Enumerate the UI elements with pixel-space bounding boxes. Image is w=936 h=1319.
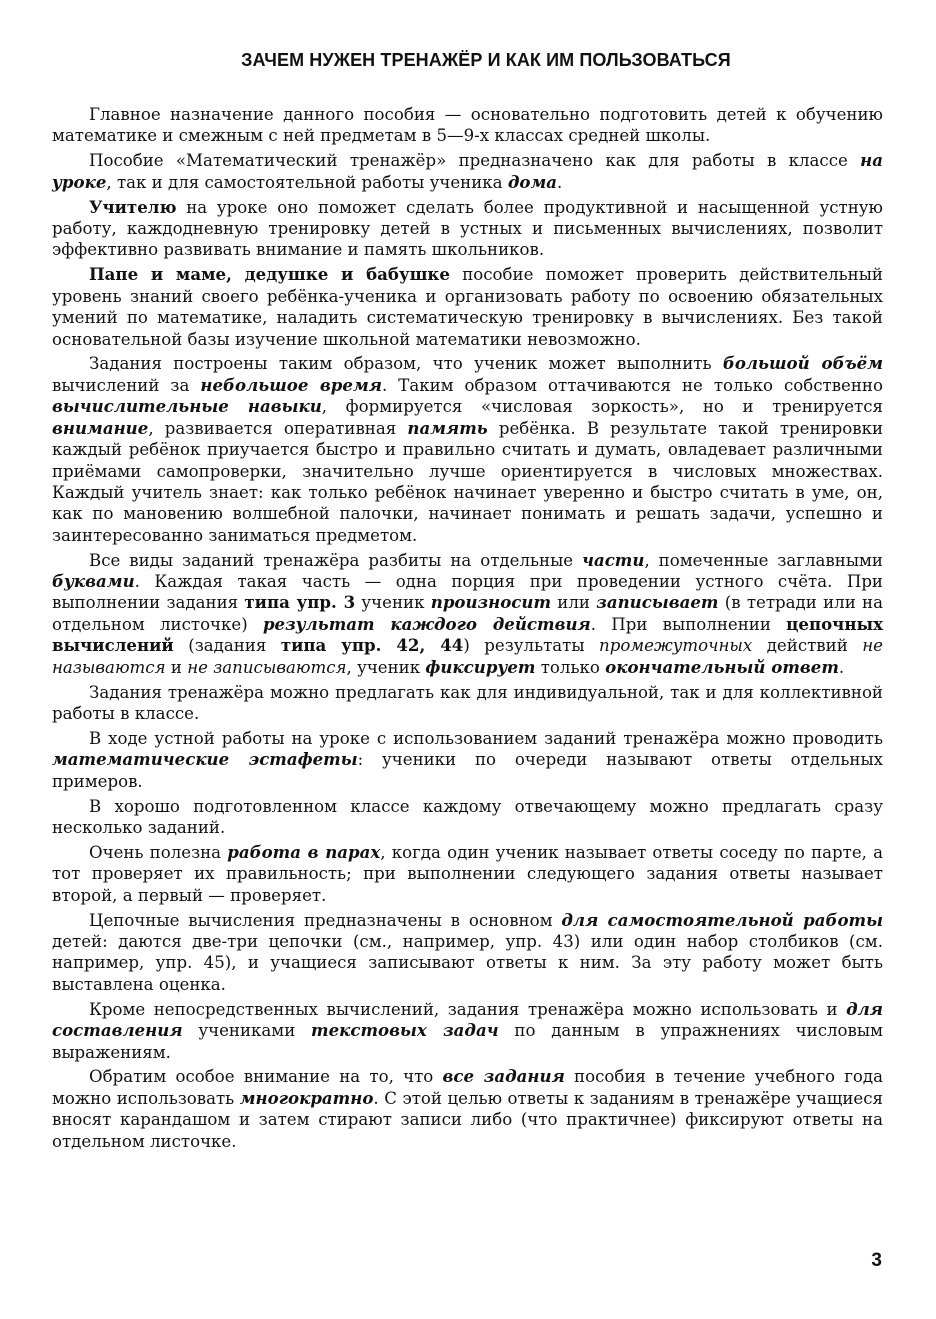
text-run: . С этой целью ответы к заданиям в тренажёре учащиеся вносят карандашом и затем стирают записи либо (что практичнее) фиксируют ответы на отдельном листочке.	[52, 1088, 883, 1151]
text-run: (в тетради или на отдельном листочке)	[52, 593, 883, 634]
paragraph-2	[52, 150, 883, 193]
page-title: ЗАЧЕМ НУЖЕН ТРЕНАЖЁР И КАК ИМ ПОЛЬЗОВАТЬСЯ	[241, 50, 731, 70]
page-number: 3	[871, 1250, 882, 1271]
text-run: . Таким образом оттачиваются не только собственно	[381, 375, 883, 395]
paragraph-12	[52, 999, 883, 1063]
text-run: ребёнка. В результате такой тренировки каждый ребёнок приучается быстро и правильно считать и думать, овладевает различными приёмами самопроверки, значительно лучше ориентируется в числовых множествах. Каждый учитель знает: как только ребёнок начинает уверенно и быстро считать в уме, он, как по мановению волшебной палочки, начинает понимать и решать задачи, успешно и заинтересованно заниматься предметом.	[52, 418, 884, 545]
text-run: пособие поможет проверить действительный уровень знаний своего ребёнка-ученика и организовать работу по освоению обязательных умений по математике, наладить систематическую тренировку в вычислениях. Без такой основательной базы изучение школьной математики невозможно.	[52, 265, 883, 349]
text-run: , ученик	[346, 657, 426, 677]
text-run: ученик	[355, 593, 431, 613]
text-run: действий	[752, 636, 863, 656]
emphasis-run: цепочных вычислений	[52, 613, 883, 656]
text-run: . При выполнении	[590, 614, 787, 634]
text-run: . Каждая такая часть — одна порция при проведении устного счёта. При выполнении задания	[52, 572, 883, 613]
emphasis-run: многократно	[239, 1087, 374, 1108]
text-run: или	[551, 593, 597, 613]
text-run: Пособие «Математический тренажёр» предназначено как для работы в классе	[89, 151, 861, 171]
paragraph-13	[52, 1066, 883, 1152]
paragraph-7	[52, 682, 883, 725]
text-run: Задания тренажёра можно предлагать как для индивидуальной, так и для коллективной работы в классе.	[52, 682, 883, 723]
text-run: : ученики по очереди называют ответы отдельных примеров.	[52, 750, 884, 791]
text-run: , помеченные заглавными	[644, 550, 883, 570]
emphasis-run: промежуточных	[599, 636, 753, 656]
emphasis-run: вычислительные навыки	[52, 396, 322, 417]
text-run: (задания	[173, 636, 281, 656]
emphasis-run: для самостоятельной работы	[561, 909, 883, 930]
emphasis-run: большой объём	[722, 353, 883, 374]
text-run: , формируется «числовая зоркость», но и тренируется	[321, 397, 883, 417]
emphasis-run: Папе и маме, дедушке и бабушке	[89, 264, 450, 285]
text-run: Все виды заданий тренажёра разбиты на отдельные	[89, 550, 583, 570]
text-run: Очень полезна	[89, 842, 228, 862]
emphasis-run: на уроке	[52, 150, 883, 192]
emphasis-run: внимание	[52, 417, 149, 438]
paragraph-3	[52, 197, 883, 261]
emphasis-run: математические эстафеты	[52, 749, 358, 770]
emphasis-run: результат каждого действия	[262, 613, 591, 634]
text-run: учениками	[182, 1021, 312, 1041]
text-run: и	[165, 657, 188, 677]
emphasis-run: для составления	[52, 998, 883, 1041]
paragraph-8	[52, 728, 883, 792]
emphasis-run: записывает	[596, 592, 719, 613]
text-run: только	[535, 657, 606, 677]
emphasis-run: фиксирует	[425, 656, 536, 677]
emphasis-run: дома	[507, 171, 557, 192]
text-run: ) результаты	[463, 636, 600, 656]
text-run: Задания построены таким образом, что ученик может выполнить	[89, 354, 723, 374]
emphasis-run: Учителю	[89, 196, 177, 217]
emphasis-run: типа упр. 42, 44	[280, 635, 464, 656]
emphasis-run: произносит	[430, 592, 552, 613]
text-run: , когда один ученик называет ответы соседу по парте, а тот проверяет их правильность; при выполнении следующего задания ответы называет второй, а первый — проверяет.	[52, 842, 884, 905]
emphasis-run: буквами	[52, 571, 135, 592]
text-run: Главное назначение данного пособия — основательно подготовить детей к обучению математике и смежным с ней предметам в 5—9-х классах средней школы.	[52, 105, 883, 146]
paragraph-10	[52, 842, 883, 906]
paragraph-9	[52, 796, 883, 839]
paragraph-4	[52, 264, 883, 350]
text-run: .	[556, 172, 563, 192]
paragraph-11	[52, 910, 883, 996]
emphasis-run: небольшое время	[200, 374, 382, 395]
text-run: детей: даются две-три цепочки (см., например, упр. 43) или один набор столбиков (см. например, упр. 45), и учащиеся записывают ответы к ним. За эту работу может быть выставлена оценка.	[52, 932, 883, 994]
emphasis-run: не называются	[52, 636, 883, 677]
text-run: Кроме непосредственных вычислений, задания тренажёра можно использовать и	[89, 999, 847, 1019]
text-run: В ходе устной работы на уроке с использованием заданий тренажёра можно проводить	[89, 728, 883, 748]
emphasis-run: типа упр. 3	[244, 592, 356, 613]
text-run: , так и для самостоятельной работы ученика	[106, 172, 508, 192]
emphasis-run: части	[582, 549, 645, 570]
emphasis-run: окончательный ответ	[605, 656, 839, 677]
text-run: вычислений за	[52, 375, 201, 395]
paragraph-1	[52, 104, 883, 147]
text-run: по данным в упражнениях числовым выражениям.	[52, 1021, 883, 1062]
paragraph-6	[52, 550, 883, 678]
emphasis-run: не записываются	[187, 657, 347, 677]
text-run: пособия в течение учебного года можно использовать	[52, 1067, 883, 1108]
body-text	[52, 104, 883, 1156]
emphasis-run: все задания	[442, 1066, 565, 1087]
text-run: Обратим особое внимание на то, что	[89, 1067, 443, 1087]
emphasis-run: память	[407, 417, 488, 438]
text-run: , развивается оперативная	[148, 418, 408, 438]
text-run: В хорошо подготовленном классе каждому отвечающему можно предлагать сразу несколько заданий.	[52, 796, 883, 837]
text-run: на уроке оно поможет сделать более продуктивной и насыщенной устную работу, каждодневную тренировку детей в устных и письменных вычислениях, позволит эффективно развивать внимание и память школьников.	[52, 197, 883, 260]
emphasis-run: текстовых задач	[311, 1020, 499, 1041]
paragraph-5	[52, 353, 883, 546]
emphasis-run: работа в парах	[227, 841, 381, 862]
text-run: Цепочные вычисления предназначены в основном	[89, 910, 562, 930]
text-run: .	[838, 657, 845, 677]
